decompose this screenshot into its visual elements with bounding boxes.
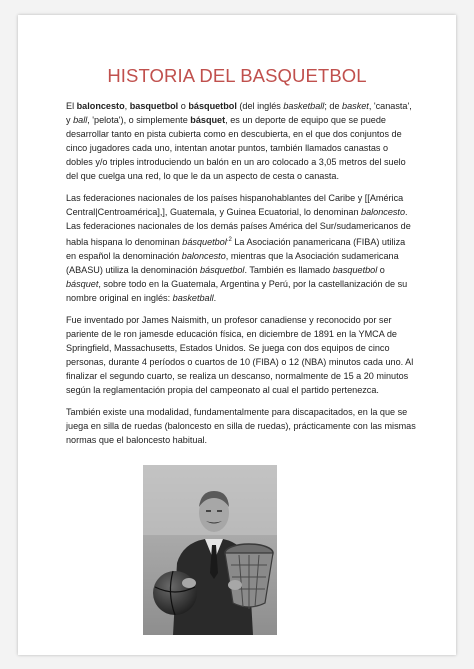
term-baloncesto: baloncesto xyxy=(76,101,125,111)
document-title: HISTORIA DEL BASQUETBOL xyxy=(107,65,367,86)
term-basquetbol-accent: básquetbol xyxy=(188,101,237,111)
paragraph-1: El baloncesto, basquetbol o básquetbol (del inglés basketball; de basket, 'canasta', y ball, 'pelota'), o simplemente básquet, es un deporte de equipo que se puede desarrollar tanto en pista cubierta como en descubierta, en el que dos conjuntos de cinco jugadores cada uno, intentan anotar puntos, también llamados canastas o dobles y/o triples introduciendo un balón en un aro colocado a 3,05 metros del suelo del que cuelga una red, lo que le da un aspecto de cesta o canasta. xyxy=(66,101,412,181)
paragraph-3: Fue inventado por James Naismith, un profesor canadiense y reconocido por ser pariente de le ron jamesde educación física, en diciembre de 1891 en la YMCA de Springfield, Massachusetts, Estados Unidos. Se juega con dos equipos de cinco personas, durante 4 períodos o cuartos de 10 (FIBA) o 12 (NBA) minutos cada uno. Al finalizar el segundo cuarto, se realiza un descanso, normalmente de 15 a 20 minutos según la reglamentación propia del campeonato al cual el partido pertenezca. xyxy=(66,315,414,396)
paragraph-2: Las federaciones nacionales de los países hispanohablantes del Caribe y [[América Central|Centroamérica],], Guatemala, y Guinea Ecuatorial, lo denominan baloncesto. Las federaciones nacionales de los demás países América del Sur/sudamericanos de habla hispana lo denominan básquetbol$^{.2}$ La Asociación panamericana (FIBA) utiliza en español la denominación baloncesto, mientras que la Asociación sudamericana (ABASU) utiliza la denominación básquetbol. También es llamado basquetbol o básquet, sobre todo en la Guatemala, Argentina y Perú, por la castellanización de su nombre original en inglés: basketball. xyxy=(66,193,411,304)
paragraph-4: También existe una modalidad, fundamentalmente para discapacitados, en la que se juega en silla de ruedas (baloncesto en silla de ruedas), prácticamente con las mismas normas que el baloncesto habitual. xyxy=(66,407,416,446)
naismith-photo xyxy=(143,465,277,635)
term-basquetbol: basquetbol xyxy=(129,101,179,111)
document-page xyxy=(18,15,456,655)
term-basquet: básquet xyxy=(190,115,226,125)
footnote-mark: .2 xyxy=(226,237,232,243)
document-body xyxy=(66,99,416,455)
